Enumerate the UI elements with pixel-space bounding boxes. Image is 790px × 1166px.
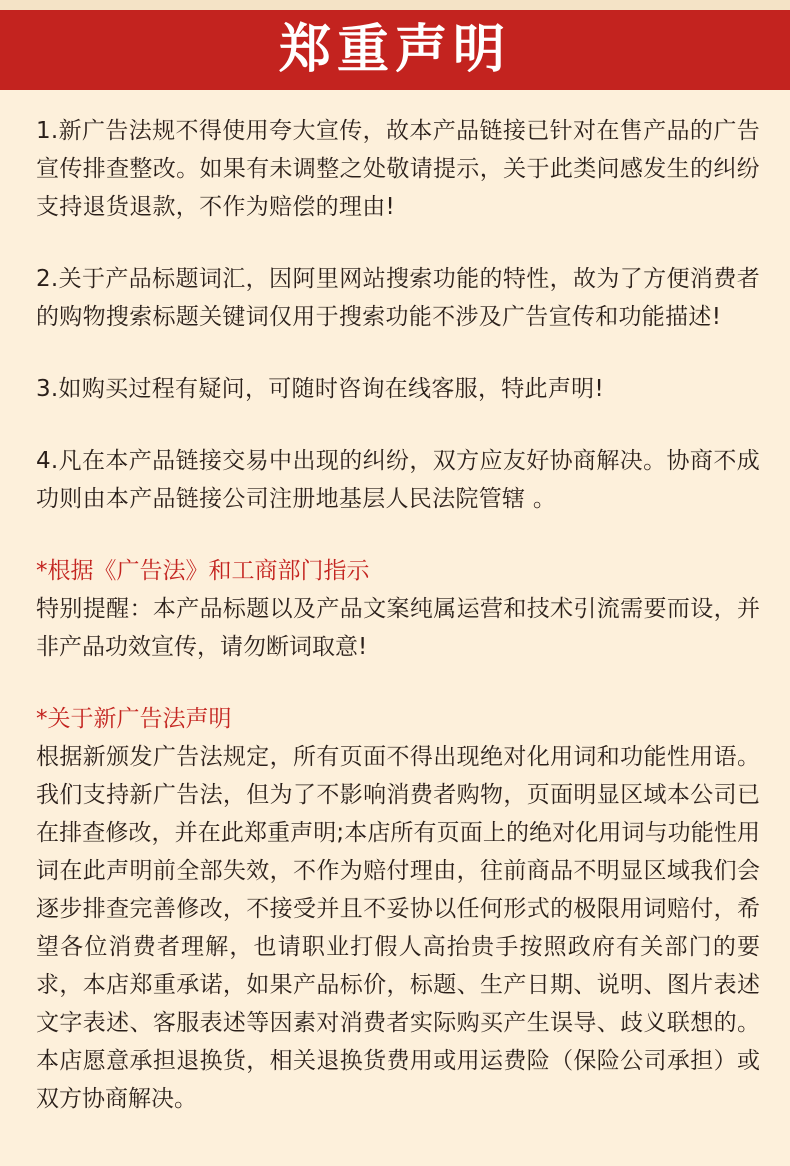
statement-content: [36, 112, 760, 1118]
new-ad-law-heading: *关于新广告法声明: [36, 706, 232, 732]
page-title: 郑重声明: [278, 20, 511, 80]
statement-paragraph-1: 1.新广告法规不得使用夸大宣传，故本产品链接已针对在售产品的广告宣传排查整改。如果有未调整之处敬请提示，关于此类问感发生的纠纷支持退货退款，不作为赔偿的理由!: [36, 118, 760, 220]
statement-paragraph-2: 2.关于产品标题词汇，因阿里网站搜索功能的特性，故为了方便消费者的购物搜索标题关键词仅用于搜索功能不涉及广告宣传和功能描述!: [36, 266, 760, 330]
ad-law-directive-heading: *根据《广告法》和工商部门指示: [36, 558, 370, 584]
top-stripe: [0, 0, 790, 10]
ad-law-directive-body: 特别提醒：本产品标题以及产品文案纯属运营和技术引流需要而设，并非产品功效宣传，请勿断词取意!: [36, 596, 760, 660]
statement-paragraph-3: 3.如购买过程有疑问，可随时咨询在线客服，特此声明!: [36, 376, 604, 402]
title-banner: [0, 10, 790, 90]
new-ad-law-body: 根据新颁发广告法规定，所有页面不得出现绝对化用词和功能性用语。我们支持新广告法，但为了不影响消费者购物，页面明显区域本公司已在排查修改，并在此郑重声明;本店所有页面上的绝对化用词与功能性用词在此声明前全部失效，不作为赔付理由，往前商品不明显区域我们会逐步排查完善修改，不接受并且不妥协以任何形式的极限用词赔付，希望各位消费者理解，也请职业打假人高抬贵手按照政府有关部门的要求，本店郑重承诺，如果产品标价，标题、生产日期、说明、图片表述文字表述、客服表述等因素对消费者实际购买产生误导、歧义联想的。本店愿意承担退换货，相关退换货费用或用运费险（保险公司承担）或双方协商解决。: [36, 744, 760, 1112]
statement-paragraph-4: 4.凡在本产品链接交易中出现的纠纷，双方应友好协商解决。协商不成功则由本产品链接公司注册地基层人民法院管辖 。: [36, 448, 760, 512]
